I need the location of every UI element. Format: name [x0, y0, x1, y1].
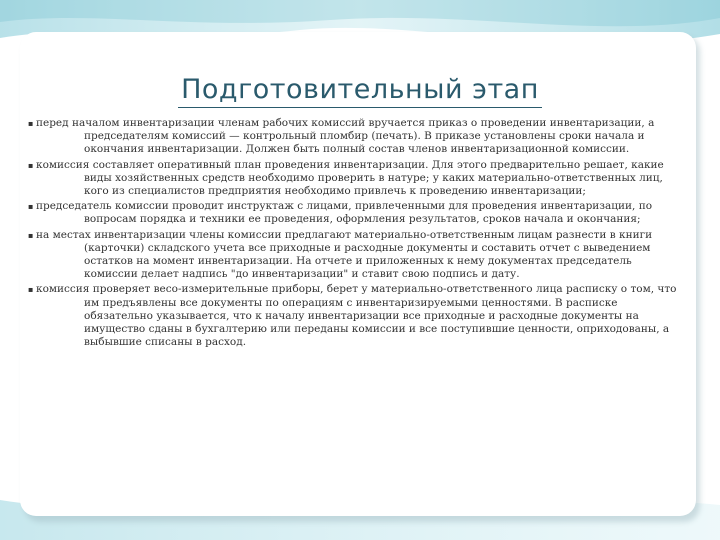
bullet-text: перед началом инвентаризации членам рабочих комиссий вручается приказ о проведении инвентаризации, а председателям комиссий — контрольный пломбир (печать). В приказе установлены сроки начала и окончания инвентаризации. Должен быть полный состав членов инвентаризационной комиссии.	[36, 117, 655, 156]
bullet-item	[28, 200, 688, 226]
bullet-text: председатель комиссии проводит инструктаж с лицами, привлеченными для проведения инвентаризации, по вопросам порядка и техники ее проведения, оформления результатов, сроков начала и окончания;	[36, 200, 653, 226]
bullet-list	[28, 117, 688, 351]
bullet-marker: ▪	[28, 160, 34, 170]
slide-title: Подготовительный этап	[181, 74, 539, 105]
bullet-marker: ▪	[28, 202, 34, 212]
bullet-marker: ▪	[28, 119, 34, 128]
bullet-item	[28, 117, 688, 157]
bullet-item	[28, 283, 688, 349]
bullet-marker: ▪	[28, 285, 34, 295]
bullet-marker: ▪	[28, 230, 34, 240]
bullet-text: комиссия проверяет весо-измерительные приборы, берет у материально-ответственного лица расписку о том, что им предъявлены все документы по операциям с инвентаризируемыми ценностями. В расписке обязательно указывается, что к началу инвентаризации все приходные и расходные документы на имущество сданы в бухгалтерию или переданы комиссии и все поступившие ценности, оприходованы, а выбывшие списаны в расход.	[36, 283, 677, 349]
bullet-item	[28, 159, 688, 199]
bullet-item	[28, 229, 688, 282]
bullet-text: комиссия составляет оперативный план проведения инвентаризации. Для этого предварительно решает, какие виды хозяйственных средств необходимо проверить в натуре; у каких материально-ответственных лиц, кого из специалистов предприятия необходимо привлечь к проведению инвентаризации;	[36, 158, 664, 198]
title-underline	[178, 107, 542, 108]
bullet-text: на местах инвентаризации члены комиссии предлагают материально-ответственным лицам разнести в книги (карточки) складского учета все приходные и расходные документы и составить отчет с выведением остатков на момент инвентаризации. На отчете и приложенных к нему документах председатель комиссии делает надпись "до инвентаризации" и ставит свою подпись и дату.	[36, 228, 653, 281]
